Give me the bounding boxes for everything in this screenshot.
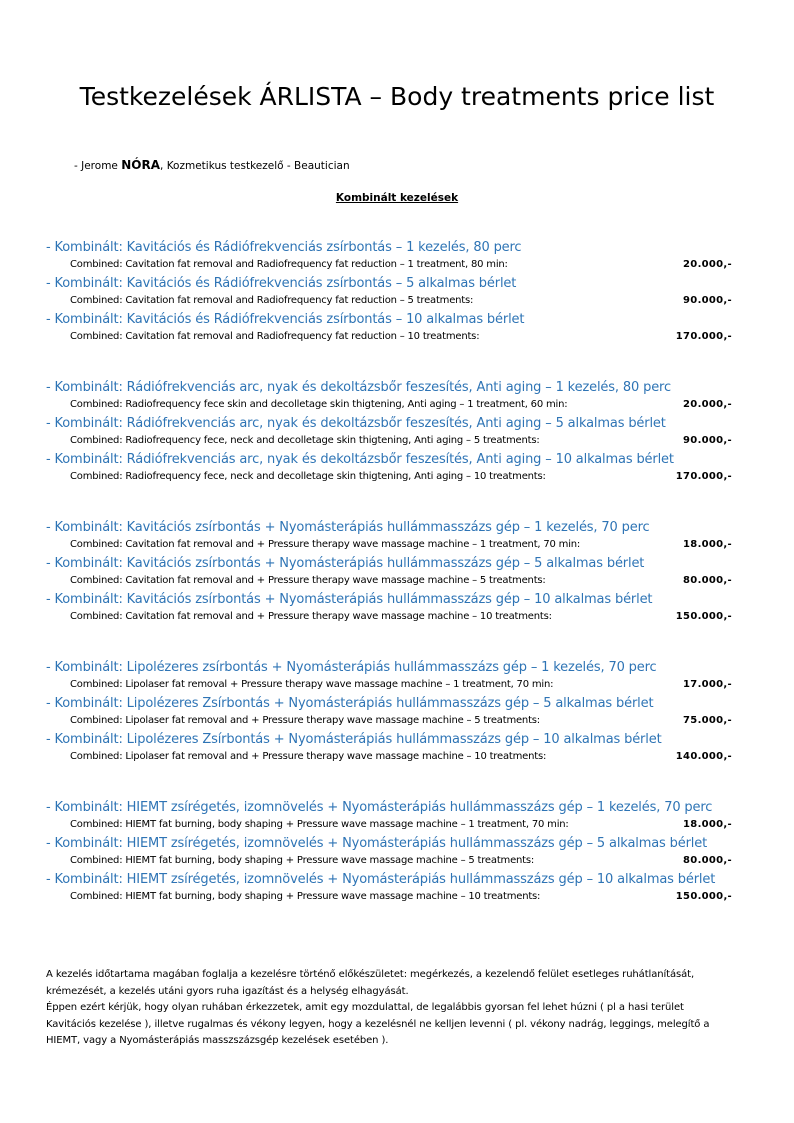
item-title-hu: - Kombinált: Rádiófrekvenciás arc, nyak és dekoltázsbőr feszesítés, Anti aging – 5 alkalmas bérlet	[46, 416, 666, 431]
item-title-hu: - Kombinált: HIEMT zsírégetés, izomnövelés + Nyomásterápiás hullámmasszázs gép – 5 alkalmas bérlet	[46, 836, 708, 851]
item-title-hu: - Kombinált: Kavitációs és Rádiófrekvenciás zsírbontás – 5 alkalmas bérlet	[46, 276, 517, 291]
item-title-en: Combined: Lipolaser fat removal + Pressure therapy wave massage machine – 1 treatment, 70 min:	[70, 679, 554, 690]
item-title-en: Combined: Cavitation fat removal and Radiofrequency fat reduction – 1 treatment, 80 min:	[70, 259, 508, 270]
item-title-hu: - Kombinált: Kavitációs zsírbontás + Nyomásterápiás hullámmasszázs gép – 5 alkalmas bérlet	[46, 556, 645, 571]
price-item	[46, 695, 746, 731]
item-title-hu: - Kombinált: HIEMT zsírégetés, izomnövelés + Nyomásterápiás hullámmasszázs gép – 10 alkalmas bérlet	[46, 872, 716, 887]
price-group-rf-face	[46, 379, 746, 487]
item-price: 17.000,-	[683, 679, 732, 690]
item-price: 18.000,-	[683, 539, 732, 550]
item-price: 170.000,-	[675, 471, 732, 482]
price-group-lipolaser-pressure	[46, 659, 746, 767]
item-price: 150.000,-	[675, 891, 732, 902]
item-title-hu: - Kombinált: Kavitációs és Rádiófrekvenciás zsírbontás – 10 alkalmas bérlet	[46, 312, 525, 327]
item-price: 75.000,-	[683, 715, 732, 726]
item-title-en: Combined: Radiofrequency fece skin and decolletage skin thigtening, Anti aging – 1 treatment, 60 min:	[70, 399, 568, 410]
price-item	[46, 451, 746, 487]
page-title: Testkezelések ÁRLISTA – Body treatments price list	[79, 82, 715, 111]
item-title-en: Combined: HIEMT fat burning, body shaping + Pressure wave massage machine – 5 treatments:	[70, 855, 535, 866]
item-title-en: Combined: HIEMT fat burning, body shaping + Pressure wave massage machine – 1 treatment, 70 min:	[70, 819, 569, 830]
price-item	[46, 379, 746, 415]
price-list	[46, 239, 746, 939]
item-title-en: Combined: HIEMT fat burning, body shaping + Pressure wave massage machine – 10 treatments:	[70, 891, 541, 902]
price-item	[46, 415, 746, 451]
price-item	[46, 799, 746, 835]
item-price: 140.000,-	[675, 751, 732, 762]
item-price: 20.000,-	[683, 399, 732, 410]
price-item	[46, 835, 746, 871]
item-title-en: Combined: Cavitation fat removal and Radiofrequency fat reduction – 5 treatments:	[70, 295, 474, 306]
price-item	[46, 871, 746, 907]
price-item	[46, 659, 746, 695]
item-title-hu: - Kombinált: Kavitációs és Rádiófrekvenciás zsírbontás – 1 kezelés, 80 perc	[46, 240, 522, 255]
price-item	[46, 239, 746, 275]
item-title-en: Combined: Radiofrequency fece, neck and decolletage skin thigtening, Anti aging – 10 treatments:	[70, 471, 546, 482]
item-title-en: Combined: Cavitation fat removal and + Pressure therapy wave massage machine – 5 treatments:	[70, 575, 546, 586]
author-role: , Kozmetikus testkezelő - Beautician	[160, 160, 350, 172]
item-title-en: Combined: Cavitation fat removal and + Pressure therapy wave massage machine – 10 treatments:	[70, 611, 552, 622]
price-item	[46, 591, 746, 627]
item-title-hu: - Kombinált: Lipolézeres zsírbontás + Nyomásterápiás hullámmasszázs gép – 1 kezelés, 70 perc	[46, 660, 657, 675]
item-price: 80.000,-	[683, 855, 732, 866]
footer-paragraph: Éppen ezért kérjük, hogy olyan ruhában érkezzetek, amit egy mozdulattal, de legalábbis gyorsan fel lehet húzni ( pl a hasi terület Kavitációs kezelése ), illetve rugalmas és vékony legyen, hogy a kezelésnél ne kelljen levenni ( pl. vékony nadrág, leggings, melegítő a HIEMT, vagy a Nyomásterápiás masszszázsgép kezelések esetében ).	[46, 1002, 710, 1046]
footer-paragraph: A kezelés időtartama magában foglalja a kezelésre történő előkészületet: megérkezés, a kezelendő felület esetleges ruhátlanítását, krémezését, a kezelés utáni gyors ruha igazítást és a helység elhagyását.	[46, 969, 695, 997]
item-price: 80.000,-	[683, 575, 732, 586]
item-price: 90.000,-	[683, 295, 732, 306]
price-item	[46, 731, 746, 767]
item-title-hu: - Kombinált: Kavitációs zsírbontás + Nyomásterápiás hullámmasszázs gép – 1 kezelés, 70 perc	[46, 520, 650, 535]
price-item	[46, 275, 746, 311]
item-price: 20.000,-	[683, 259, 732, 270]
price-group-hiemt-pressure	[46, 799, 746, 907]
item-title-en: Combined: Radiofrequency fece, neck and decolletage skin thigtening, Anti aging – 5 treatments:	[70, 435, 540, 446]
price-item	[46, 311, 746, 347]
item-title-en: Combined: Cavitation fat removal and Radiofrequency fat reduction – 10 treatments:	[70, 331, 480, 342]
item-title-hu: - Kombinált: Rádiófrekvenciás arc, nyak és dekoltázsbőr feszesítés, Anti aging – 10 alkalmas bérlet	[46, 452, 674, 467]
section-title: Kombinált kezelések	[335, 192, 459, 204]
item-price: 170.000,-	[675, 331, 732, 342]
item-price: 18.000,-	[683, 819, 732, 830]
item-title-hu: - Kombinált: HIEMT zsírégetés, izomnövelés + Nyomásterápiás hullámmasszázs gép – 1 kezelés, 70 perc	[46, 800, 713, 815]
author-name: NÓRA	[121, 158, 161, 172]
item-title-hu: - Kombinált: Kavitációs zsírbontás + Nyomásterápiás hullámmasszázs gép – 10 alkalmas bérlet	[46, 592, 653, 607]
footer-note	[46, 967, 736, 1050]
item-title-en: Combined: Cavitation fat removal and + Pressure therapy wave massage machine – 1 treatment, 70 min:	[70, 539, 581, 550]
price-item	[46, 555, 746, 591]
item-price: 90.000,-	[683, 435, 732, 446]
item-title-hu: - Kombinált: Rádiófrekvenciás arc, nyak és dekoltázsbőr feszesítés, Anti aging – 1 kezelés, 80 perc	[46, 380, 671, 395]
price-group-cavitation-rf	[46, 239, 746, 347]
item-title-en: Combined: Lipolaser fat removal and + Pressure therapy wave massage machine – 10 treatments:	[70, 751, 547, 762]
item-price: 150.000,-	[675, 611, 732, 622]
item-title-hu: - Kombinált: Lipolézeres Zsírbontás + Nyomásterápiás hullámmasszázs gép – 5 alkalmas bérlet	[46, 696, 654, 711]
author-prefix: - Jerome	[74, 160, 122, 172]
item-title-hu: - Kombinált: Lipolézeres Zsírbontás + Nyomásterápiás hullámmasszázs gép – 10 alkalmas bérlet	[46, 732, 662, 747]
price-item	[46, 519, 746, 555]
item-title-en: Combined: Lipolaser fat removal and + Pressure therapy wave massage machine – 5 treatments:	[70, 715, 540, 726]
price-group-cavitation-pressure	[46, 519, 746, 627]
author-line	[74, 158, 350, 172]
